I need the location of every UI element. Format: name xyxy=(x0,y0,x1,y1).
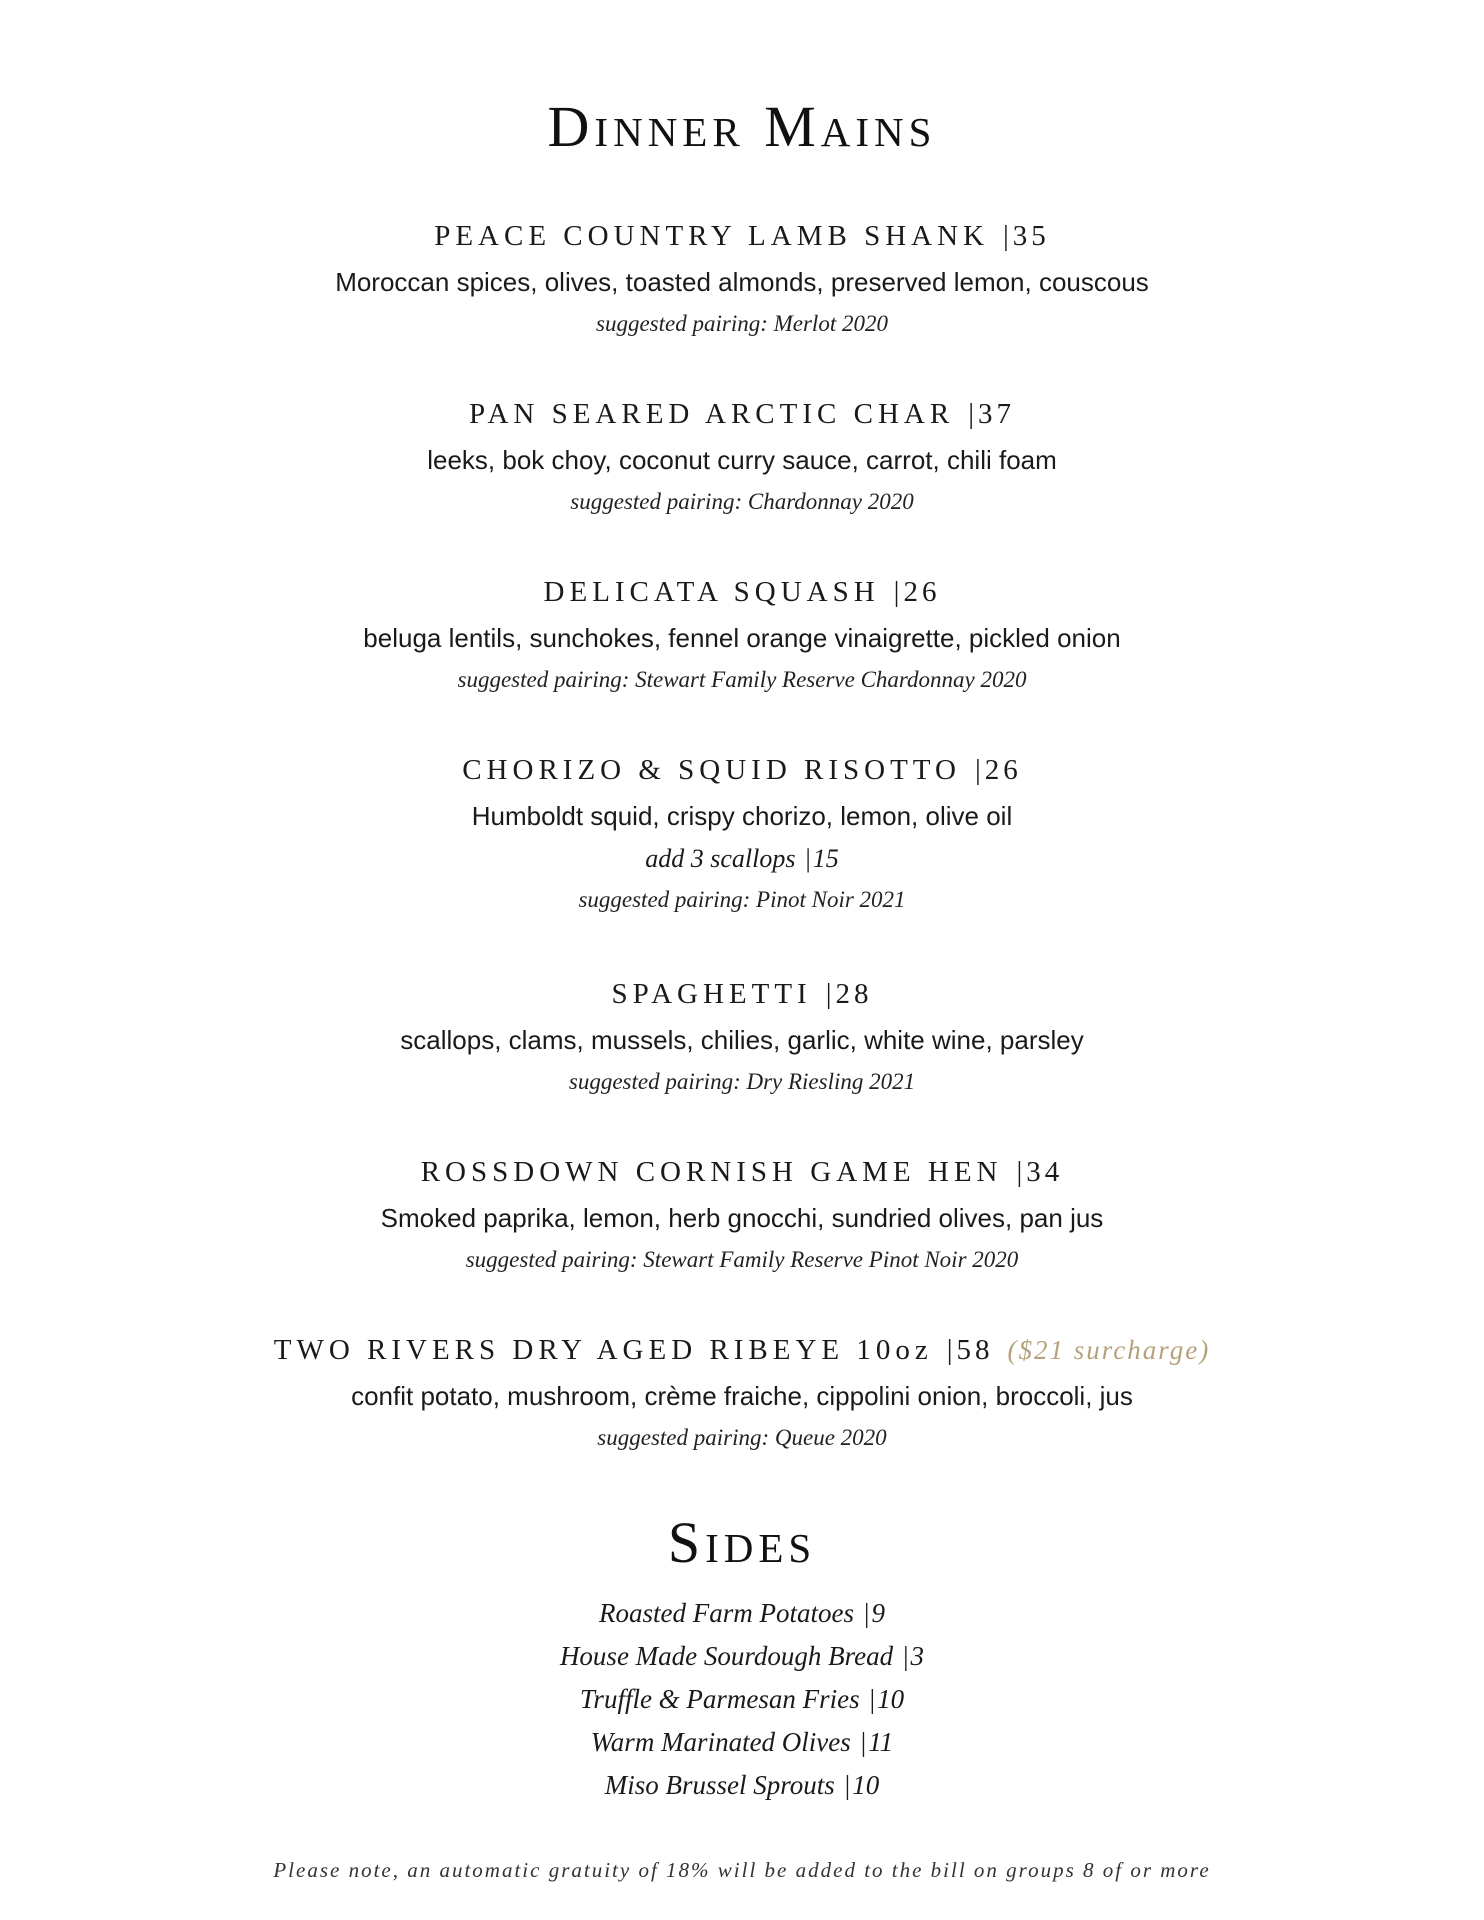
dish-price: | 34 xyxy=(1002,1156,1063,1188)
side-name: Truffle & Parmesan Fries xyxy=(579,1684,860,1714)
menu-title: Dinner Mains xyxy=(547,94,937,159)
side-name: Roasted Farm Potatoes xyxy=(599,1598,855,1628)
dish-item xyxy=(0,1154,1484,1276)
side-price: | 10 xyxy=(835,1770,879,1800)
addon-label: add 3 scallops xyxy=(645,844,796,873)
dish-price: | 37 xyxy=(954,398,1015,430)
dish-item xyxy=(0,574,1484,696)
dish-price: | 58 xyxy=(933,1334,994,1366)
gratuity-note: Please note, an automatic gratuity of 18% will be added to the bill on groups 8 of or more xyxy=(273,1858,1211,1882)
dish-pairing: suggested pairing: Pinot Noir 2021 xyxy=(578,887,906,912)
dish-surcharge: ($21 surcharge) xyxy=(1007,1335,1211,1365)
dish-pairing: suggested pairing: Stewart Family Reserve Chardonnay 2020 xyxy=(457,667,1027,692)
dish-heading xyxy=(0,396,1484,432)
side-item xyxy=(0,1721,1484,1764)
side-name: Miso Brussel Sprouts xyxy=(604,1770,835,1800)
side-name: Warm Marinated Olives xyxy=(590,1727,851,1757)
dish-description: leeks, bok choy, coconut curry sauce, carrot, chili foam xyxy=(427,445,1057,475)
addon-price: | 15 xyxy=(796,844,839,873)
side-price: | 9 xyxy=(854,1598,885,1628)
dish-description: confit potato, mushroom, crème fraiche, cippolini onion, broccoli, jus xyxy=(351,1381,1133,1411)
side-price: | 11 xyxy=(851,1727,893,1757)
dish-name: ROSSDOWN CORNISH GAME HEN xyxy=(420,1156,1003,1188)
dish-price: | 28 xyxy=(812,978,873,1010)
dish-name: TWO RIVERS DRY AGED RIBEYE 10oz xyxy=(273,1334,933,1366)
dish-item xyxy=(0,396,1484,518)
side-item xyxy=(0,1592,1484,1635)
dish-heading xyxy=(0,1154,1484,1190)
dish-pairing: suggested pairing: Merlot 2020 xyxy=(596,311,888,336)
side-item xyxy=(0,1635,1484,1678)
dish-price: | 26 xyxy=(961,754,1022,786)
dish-description: Smoked paprika, lemon, herb gnocchi, sundried olives, pan jus xyxy=(380,1203,1104,1233)
side-price: | 3 xyxy=(893,1641,924,1671)
side-item xyxy=(0,1764,1484,1807)
dish-pairing: suggested pairing: Queue 2020 xyxy=(597,1425,887,1450)
dish-pairing: suggested pairing: Chardonnay 2020 xyxy=(570,489,914,514)
dish-name: CHORIZO & SQUID RISOTTO xyxy=(462,754,961,786)
dish-pairing: suggested pairing: Stewart Family Reserve Pinot Noir 2020 xyxy=(465,1247,1019,1272)
dish-name: PAN SEARED ARCTIC CHAR xyxy=(468,398,955,430)
dish-name: DELICATA SQUASH xyxy=(543,576,880,608)
dish-price: | 35 xyxy=(989,220,1050,252)
sides-list xyxy=(0,1592,1484,1807)
dish-description: Moroccan spices, olives, toasted almonds, preserved lemon, couscous xyxy=(335,267,1149,297)
side-name: House Made Sourdough Bread xyxy=(559,1641,894,1671)
dish-heading xyxy=(0,976,1484,1012)
dish-pairing: suggested pairing: Dry Riesling 2021 xyxy=(568,1069,916,1094)
dish-heading xyxy=(0,752,1484,788)
dish-heading xyxy=(0,1332,1484,1368)
dish-name: SPAGHETTI xyxy=(611,978,812,1010)
dish-item xyxy=(0,218,1484,340)
dish-item xyxy=(0,752,1484,916)
dish-name: PEACE COUNTRY LAMB SHANK xyxy=(434,220,989,252)
dish-addon xyxy=(0,842,1484,876)
side-item xyxy=(0,1678,1484,1721)
dish-price: | 26 xyxy=(880,576,941,608)
dish-description: Humboldt squid, crispy chorizo, lemon, olive oil xyxy=(471,801,1013,831)
dish-description: beluga lentils, sunchokes, fennel orange vinaigrette, pickled onion xyxy=(363,623,1121,653)
dish-heading xyxy=(0,574,1484,610)
side-price: | 10 xyxy=(860,1684,904,1714)
dish-description: scallops, clams, mussels, chilies, garlic, white wine, parsley xyxy=(400,1025,1084,1055)
sides-title: Sides xyxy=(667,1510,817,1575)
dish-heading xyxy=(0,218,1484,254)
dish-item xyxy=(0,1332,1484,1454)
dish-item xyxy=(0,976,1484,1098)
